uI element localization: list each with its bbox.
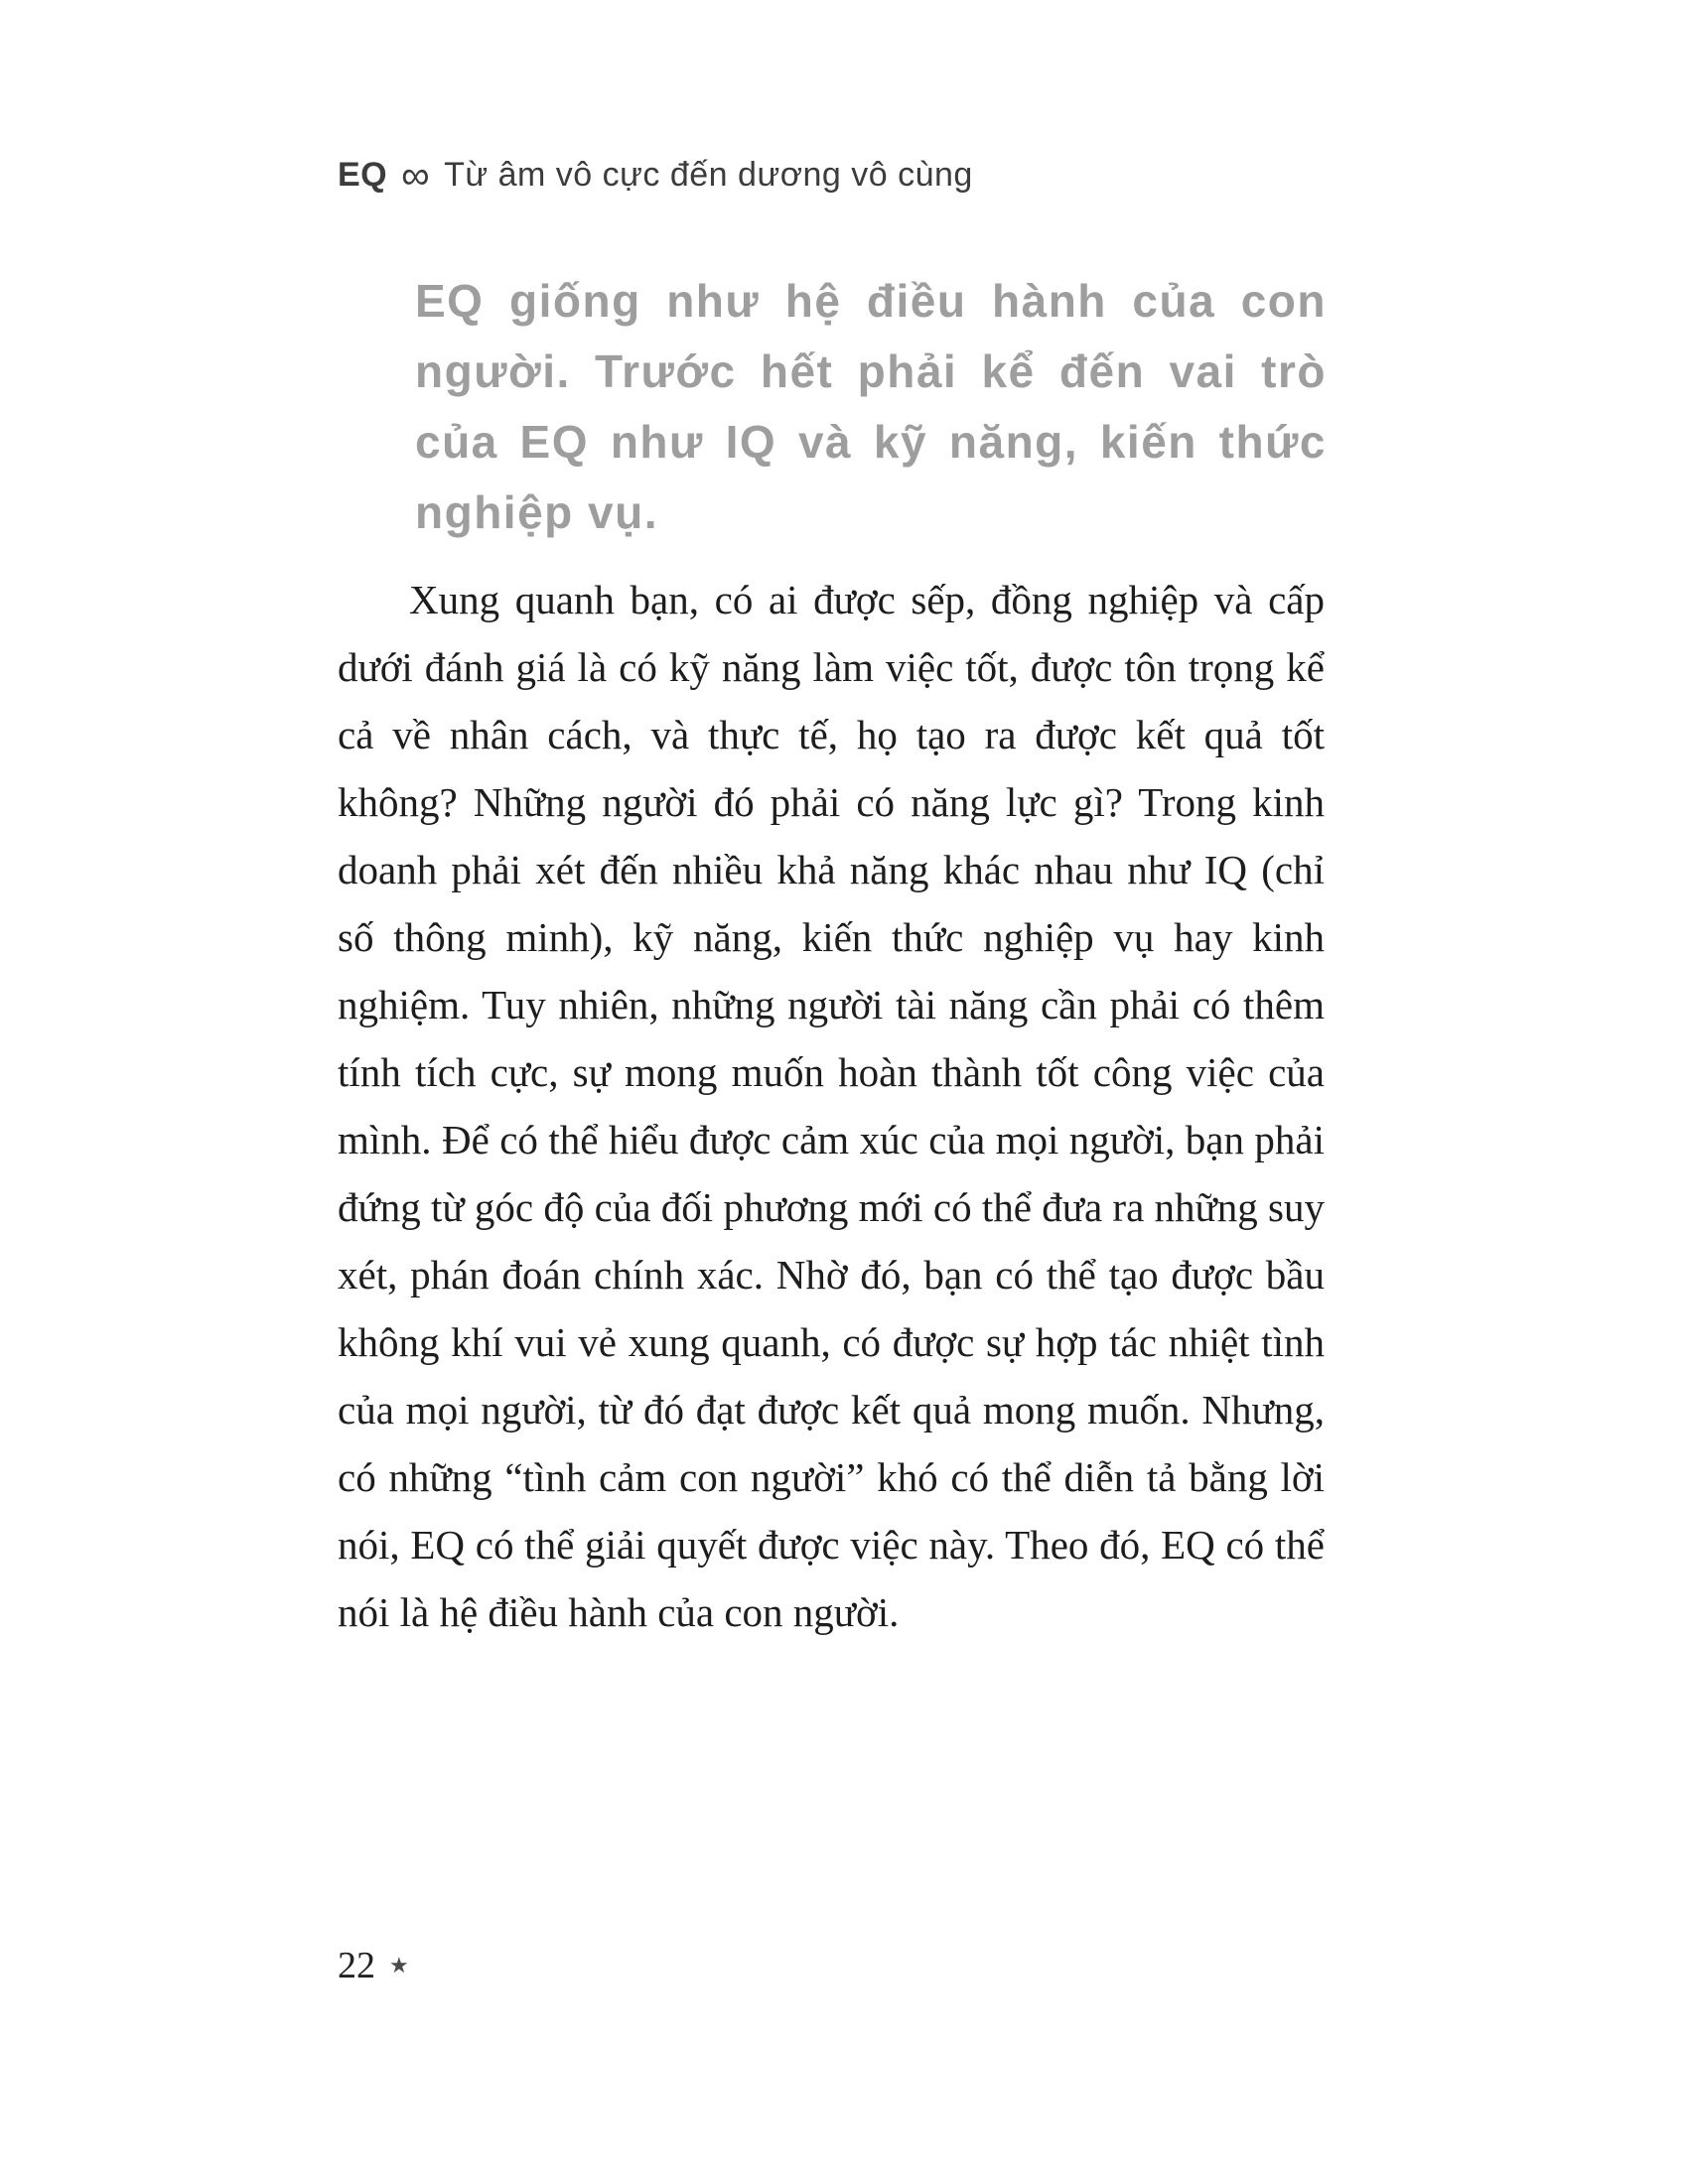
pull-quote: EQ giống như hệ điều hành của con người. Trước hết phải kể đến vai trò của EQ như IQ và kỹ năng, kiến thức nghiệp vụ. [415, 275, 1327, 538]
page-number: 22 [338, 1945, 375, 1986]
chapter-title: Từ âm vô cực đến dương vô cùng [444, 156, 973, 194]
star-icon: ★ [389, 1954, 409, 1979]
running-header [338, 154, 973, 199]
page-footer [338, 1944, 409, 1987]
book-code: EQ [338, 156, 388, 194]
infinity-icon: ∞ [401, 154, 431, 198]
body-paragraph: Xung quanh bạn, có ai được sếp, đồng nghiệp và cấp dưới đánh giá là có kỹ năng làm việc tốt, được tôn trọng kể cả về nhân cách, và thực tế, họ tạo ra được kết quả tốt không? Những người đó phải có năng lực gì? Trong kinh doanh phải xét đến nhiều khả năng khác nhau như IQ (chỉ số thông minh), kỹ năng, kiến thức nghiệp vụ hay kinh nghiệm. Tuy nhiên, những người tài năng cần phải có thêm tính tích cực, sự mong muốn hoàn thành tốt công việc của mình. Để có thể hiểu được cảm xúc của mọi người, bạn phải đứng từ góc độ của đối phương mới có thể đưa ra những suy xét, phán đoán chính xác. Nhờ đó, bạn có thể tạo được bầu không khí vui vẻ xung quanh, có được sự hợp tác nhiệt tình của mọi người, từ đó đạt được kết quả mong muốn. Nhưng, có những “tình cảm con người” khó có thể diễn tả bằng lời nói, EQ có thể giải quyết được việc này. Theo đó, EQ có thể nói là hệ điều hành của con người. [338, 577, 1325, 1635]
